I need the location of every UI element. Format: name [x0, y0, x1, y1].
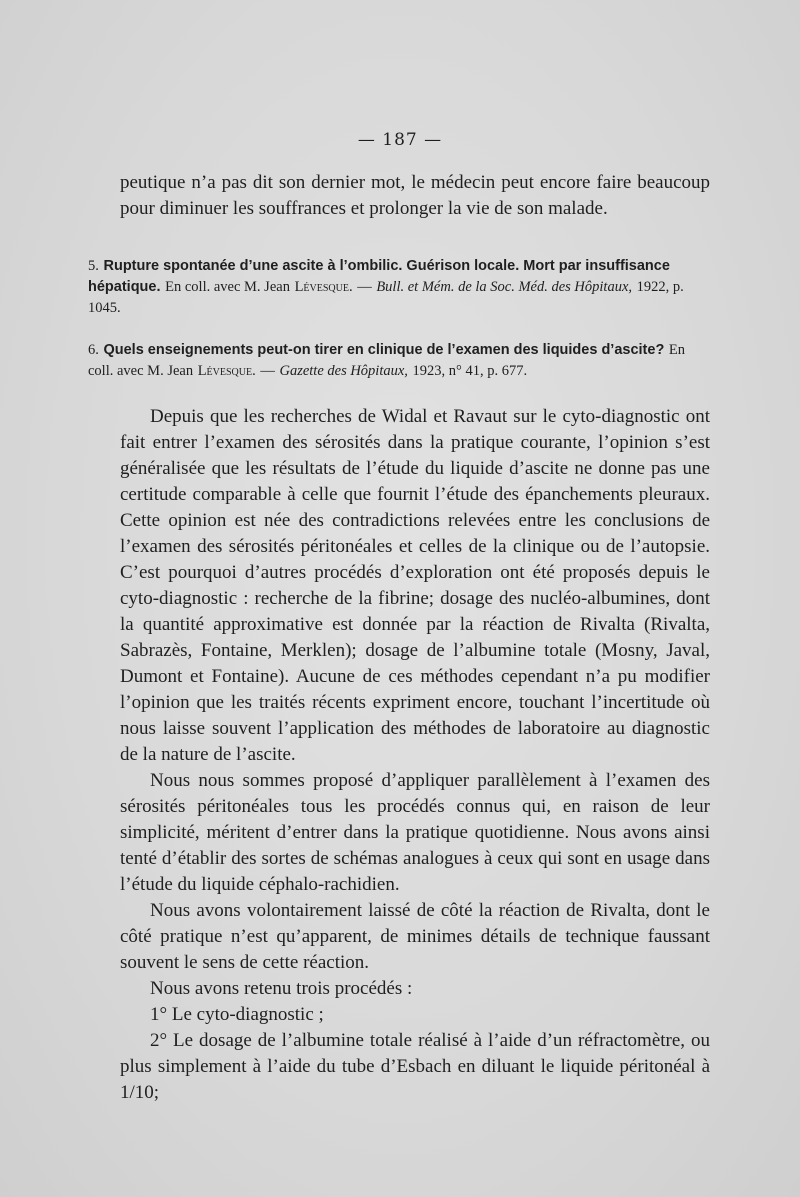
reference-number: 6.	[88, 342, 99, 358]
reference-journal: Bull. et Mém. de la Soc. Méd. des Hôpitaux,	[376, 279, 633, 295]
body-paragraph: Depuis que les recherches de Widal et Ravaut sur le cyto-diagnostic ont fait entrer l’examen des sérosités dans la pratique courante, l’opinion s’est généralisée que les résultats de l’étude du liquide d’ascite ne donne pas une certitude comparable à celle que fournit l’étude des épanchements pleuraux. Cette opinion est née des contradictions relevées entre les conclusions de l’examen des sérosités péritonéales et celles de la clinique ou de l’autopsie. C’est pourquoi d’autres procédés d’exploration ont été proposés depuis le cyto-diagnostic : recherche de la fibrine; dosage des nucléo-albumines, dont la quantité approximative est donnée par la réaction de Rivalta (Rivalta, Sabrazès, Fontaine, Merklen); dosage de l’albumine totale (Mosny, Javal, Dumont et Fontaine). Aucune de ces méthodes cependant n’a pu modifier l’opinion que les traités récents expriment encore, touchant l’incertitude où nous laisse souvent l’application des méthodes de laboratoire au diagnostic de la nature de l’ascite.	[120, 406, 710, 765]
page-number: — 187 —	[357, 130, 443, 150]
reference-number: 5.	[88, 258, 99, 274]
reference-coll: En coll. avec M. Jean	[165, 279, 290, 295]
reference-author: Lévesque.	[294, 279, 353, 295]
list-item: 1° Le cyto-diagnostic ;	[150, 1004, 324, 1025]
body-paragraph: Nous nous sommes proposé d’appliquer parallèlement à l’examen des sérosités péritonéales tous les procédés connus qui, en raison de leur simplicité, méritent d’entrer dans la pratique quotidienne. Nous avons ainsi tenté d’établir des sortes de schémas analogues à ceux qui sont en usage dans l’étude du liquide céphalo-rachidien.	[120, 770, 710, 895]
reference-dash: —	[260, 363, 275, 379]
body-paragraph: Nous avons volontairement laissé de côté la réaction de Rivalta, dont le côté pratique n’est qu’apparent, de minimes détails de technique faussant souvent le sens de cette réaction.	[120, 900, 710, 973]
reference-item	[88, 340, 712, 382]
intro-paragraph: peutique n’a pas dit son dernier mot, le médecin peut encore faire beaucoup pour diminuer les souffrances et prolonger la vie de son malade.	[120, 172, 710, 219]
reference-title: Quels enseignements peut-on tirer en clinique de l’examen des liquides d’ascite?	[103, 342, 665, 358]
reference-journal: Gazette des Hôpitaux,	[279, 363, 408, 379]
reference-details: 1922, p. 1045.	[88, 279, 684, 316]
reference-details: 1923, n° 41, p. 677.	[412, 363, 528, 379]
reference-item	[88, 256, 712, 319]
reference-coll: En coll. avec M. Jean	[88, 342, 686, 379]
reference-title: Rupture spontanée d’une ascite à l’ombilic. Guérison locale. Mort par insuffisance hépatique.	[88, 258, 670, 295]
main-text	[120, 404, 710, 1106]
reference-author: Lévesque.	[197, 363, 256, 379]
body-paragraph: Nous avons retenu trois procédés :	[150, 978, 413, 999]
reference-dash: —	[357, 279, 372, 295]
list-item: 2° Le dosage de l’albumine totale réalisé à l’aide d’un réfractomètre, ou plus simplement à l’aide du tube d’Esbach en diluant le liquide péritonéal à 1/10;	[120, 1030, 710, 1103]
